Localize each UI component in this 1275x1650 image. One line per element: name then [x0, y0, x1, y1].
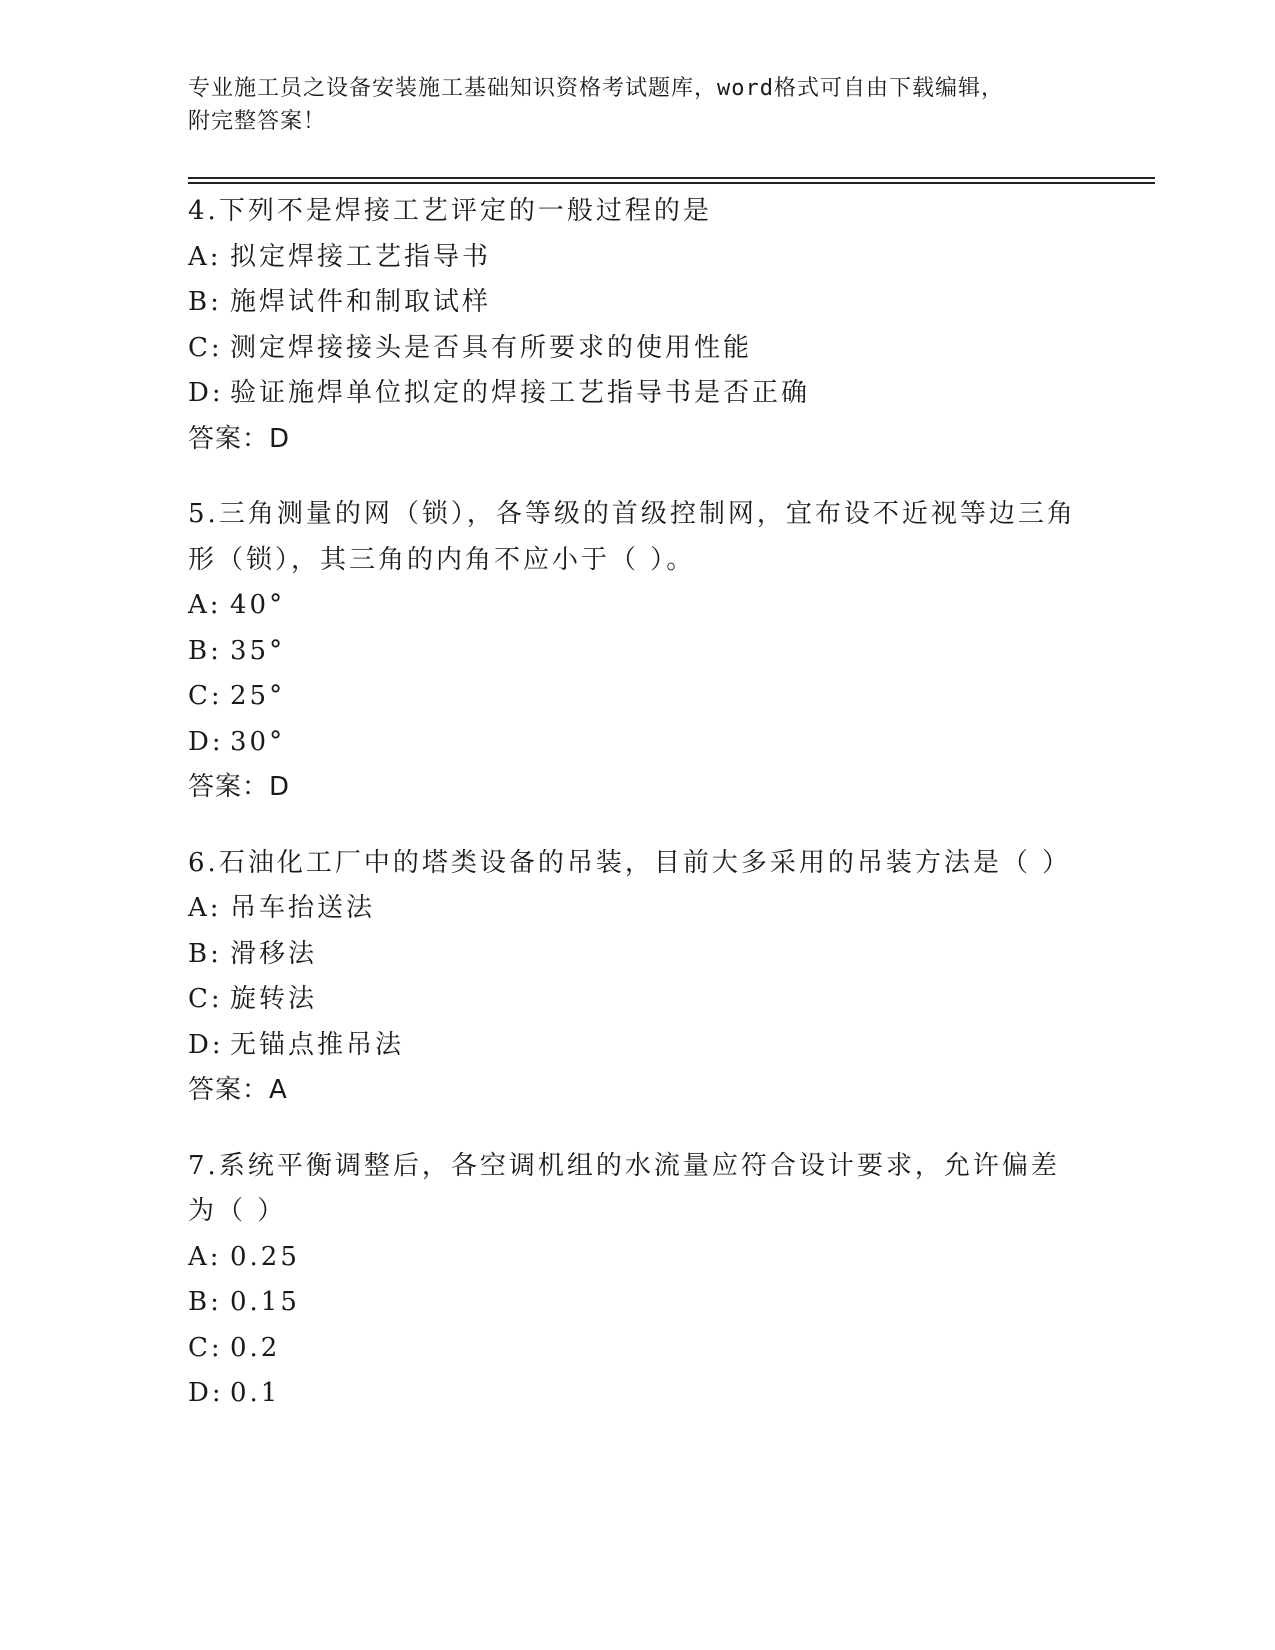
option-key: D: — [188, 1378, 224, 1408]
option-key: A: — [188, 1241, 222, 1272]
option-key: A: — [188, 241, 222, 272]
option-text: 0.2 — [230, 1332, 281, 1363]
option-key: D: — [188, 1029, 224, 1060]
question-stem — [188, 492, 1088, 583]
option-key: D: — [188, 726, 224, 757]
header-line-2: 附完整答案！ — [188, 109, 327, 134]
question-text: 下列不是焊接工艺评定的一般过程的是 — [218, 196, 712, 226]
option-text: 0.25 — [230, 1241, 300, 1272]
option-key: B: — [188, 635, 222, 666]
option-text: 施焊试件和制取试样 — [230, 287, 492, 317]
option-text: 30° — [230, 726, 286, 757]
question-text: 系统平衡调整后，各空调机组的水流量应符合设计要求，允许偏差为（ ） — [188, 1150, 1060, 1226]
option-c — [188, 1326, 1088, 1372]
option-text: 吊车抬送法 — [230, 893, 376, 923]
option-b — [188, 280, 1088, 326]
answer-line: 答案：D — [188, 772, 291, 802]
option-b — [188, 932, 1088, 978]
option-c — [188, 977, 1088, 1023]
option-b — [188, 1280, 1088, 1326]
option-key: C: — [188, 1332, 223, 1363]
option-text: 0.15 — [230, 1287, 300, 1317]
option-text: 验证施焊单位拟定的焊接工艺指导书是否正确 — [230, 378, 811, 408]
option-d — [188, 1371, 1088, 1417]
question-number: 7. — [188, 1150, 219, 1181]
question-7 — [188, 1144, 1088, 1417]
option-a — [188, 235, 1088, 281]
option-text: 滑移法 — [230, 938, 318, 969]
question-number: 6. — [188, 847, 219, 878]
option-text: 35° — [230, 635, 286, 666]
option-c — [188, 326, 1088, 372]
option-key: B: — [188, 1287, 222, 1317]
question-text: 三角测量的网（锁），各等级的首级控制网，宜布设不近视等边三角形（锁），其三角的内角不应小于（ ）。 — [188, 499, 1076, 575]
option-key: C: — [188, 984, 223, 1014]
option-d — [188, 720, 1088, 766]
question-5 — [188, 492, 1088, 811]
question-list — [188, 189, 1088, 1447]
question-stem — [188, 1144, 1088, 1235]
option-text: 拟定焊接工艺指导书 — [230, 241, 492, 272]
option-a — [188, 886, 1088, 932]
header-line-1: 专业施工员之设备安装施工基础知识资格考试题库，word格式可自由下载编辑， — [188, 76, 1004, 101]
option-text: 0.1 — [230, 1378, 281, 1408]
option-key: B: — [188, 938, 222, 969]
option-d — [188, 371, 1088, 417]
question-6 — [188, 841, 1088, 1114]
option-key: C: — [188, 681, 223, 711]
option-key: A: — [188, 590, 222, 620]
option-text: 25° — [230, 681, 286, 711]
option-c — [188, 674, 1088, 720]
option-key: D: — [188, 378, 224, 408]
option-text: 无锚点推吊法 — [230, 1029, 405, 1060]
header-divider-bottom — [188, 182, 1155, 184]
option-text: 40° — [230, 590, 286, 620]
question-number: 5. — [188, 499, 219, 529]
question-text: 石油化工厂中的塔类设备的吊装，目前大多采用的吊装方法是（ ） — [218, 847, 1072, 878]
option-text: 旋转法 — [230, 984, 318, 1014]
option-a — [188, 583, 1088, 629]
option-d — [188, 1023, 1088, 1069]
question-4 — [188, 189, 1088, 462]
question-number: 4. — [188, 196, 219, 226]
header-divider-top — [188, 177, 1155, 179]
question-stem — [188, 189, 1088, 235]
option-key: C: — [188, 332, 223, 363]
option-a — [188, 1235, 1088, 1281]
answer-line: 答案：A — [188, 1075, 288, 1105]
option-text: 测定焊接接头是否具有所要求的使用性能 — [230, 332, 753, 363]
document-header — [188, 72, 1088, 138]
question-stem — [188, 841, 1088, 887]
option-b — [188, 629, 1088, 675]
option-key: A: — [188, 893, 222, 923]
answer-line: 答案：D — [188, 423, 291, 454]
option-key: B: — [188, 287, 222, 317]
